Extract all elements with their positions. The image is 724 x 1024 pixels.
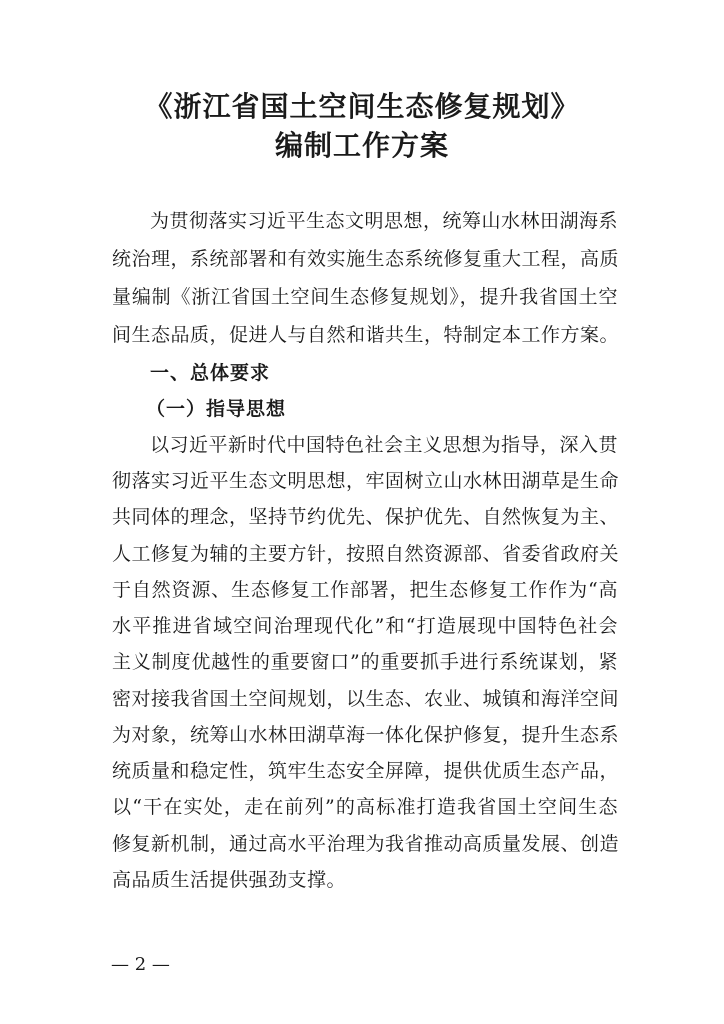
paragraph-line: 人工修复为辅的主要方针，按照自然资源部、省委省政府关 xyxy=(112,543,620,565)
document-title: 《浙江省国土空间生态修复规划》 xyxy=(144,90,580,123)
paragraph-line: 密对接我省国土空间规划，以生态、农业、城镇和海洋空间 xyxy=(112,688,620,710)
paragraph-line: 彻落实习近平生态文明思想，牢固树立山水林田湖草是生命 xyxy=(112,470,620,492)
paragraph-line: 修复新机制，通过高水平治理为我省推动高质量发展、创造 xyxy=(112,833,620,855)
paragraph-line: 统治理，系统部署和有效实施生态系统修复重大工程，高质 xyxy=(112,248,620,270)
document-subtitle: 编制工作方案 xyxy=(274,129,449,162)
page-number: — 2 — xyxy=(111,954,170,975)
subsection-heading: （一）指导思想 xyxy=(146,398,287,420)
paragraph-line: 以“干在实处，走在前列”的高标准打造我省国土空间生态 xyxy=(112,796,618,818)
paragraph-line: 量编制《浙江省国土空间生态修复规划》，提升我省国土空 xyxy=(112,286,618,308)
paragraph-line: 间生态品质，促进人与自然和谐共生，特制定本工作方案。 xyxy=(112,324,620,346)
paragraph-line: 主义制度优越性的重要窗口”的重要抓手进行系统谋划，紧 xyxy=(112,651,618,673)
paragraph-line: 水平推进省域空间治理现代化”和“打造展现中国特色社会 xyxy=(112,615,618,637)
paragraph-line: 统质量和稳定性，筑牢生态安全屏障，提供优质生态产品， xyxy=(112,760,620,782)
paragraph-line: 为贯彻落实习近平生态文明思想，统筹山水林田湖海系 xyxy=(150,210,619,232)
paragraph-line: 于自然资源、生态修复工作部署，把生态修复工作作为“高 xyxy=(112,579,618,601)
paragraph-line: 高品质生活提供强劲支撑。 xyxy=(112,869,347,891)
paragraph-line: 以习近平新时代中国特色社会主义思想为指导，深入贯 xyxy=(150,434,619,456)
paragraph-line: 共同体的理念，坚持节约优先、保护优先、自然恢复为主、 xyxy=(112,506,620,528)
section-heading: 一、总体要求 xyxy=(150,362,271,384)
paragraph-line: 为对象，统筹山水林田湖草海一体化保护修复，提升生态系 xyxy=(112,724,620,746)
